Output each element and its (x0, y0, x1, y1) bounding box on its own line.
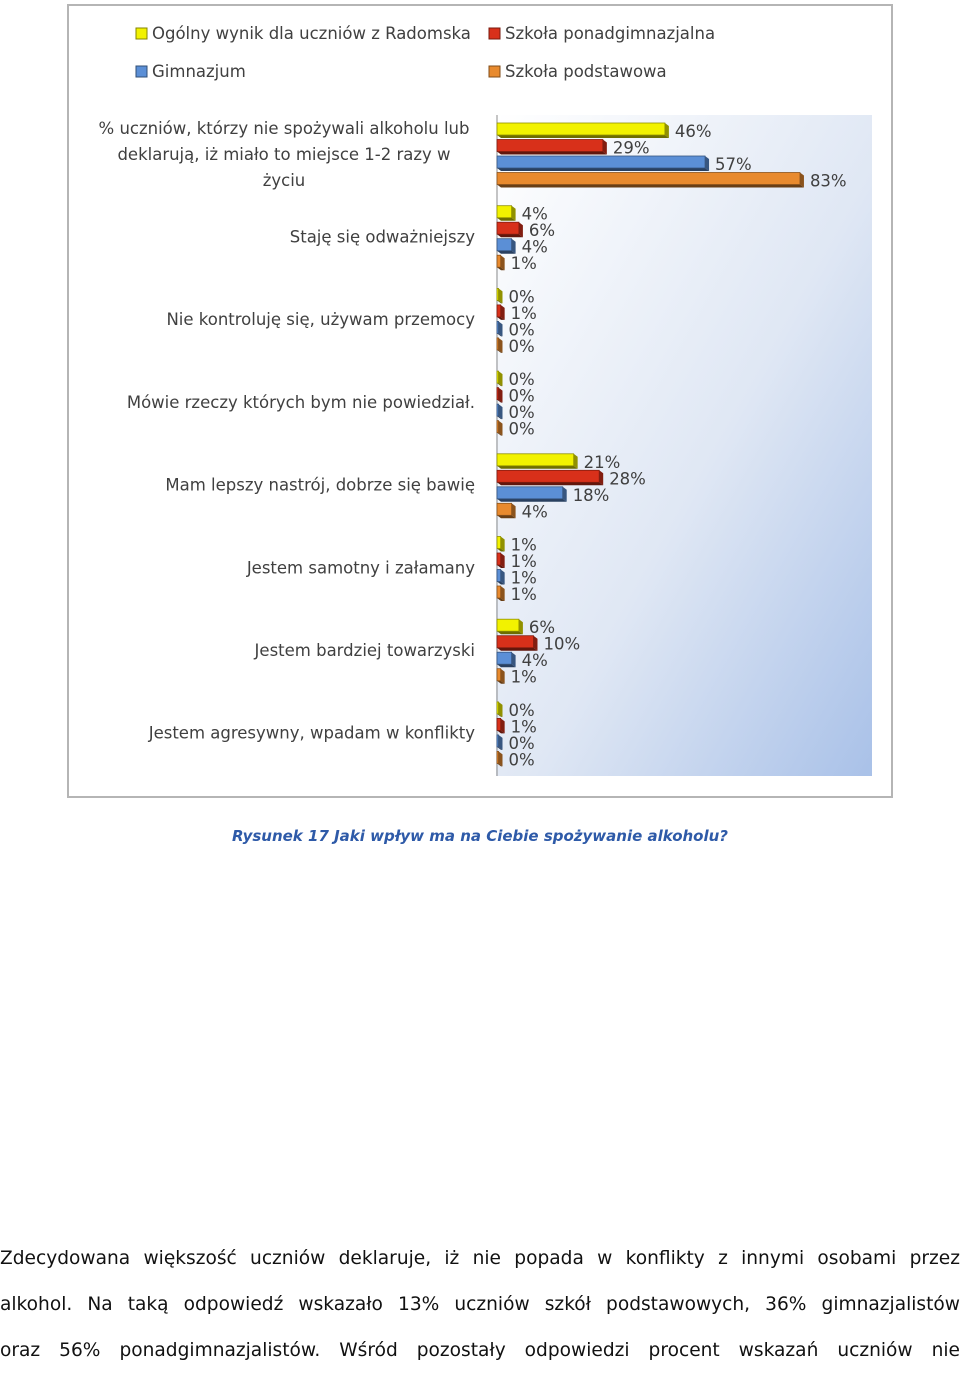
bar (497, 487, 563, 499)
bar (497, 156, 705, 168)
bar (497, 636, 534, 648)
bar (497, 718, 501, 730)
bar (497, 503, 512, 515)
legend-item (489, 24, 715, 43)
legend-label: Szkoła ponadgimnazjalna (505, 24, 716, 43)
legend-swatch (489, 66, 500, 77)
data-label: 1% (510, 254, 537, 274)
bar (497, 388, 499, 400)
bar (497, 702, 499, 714)
body-paragraph (0, 1236, 960, 1374)
data-label: 83% (809, 171, 847, 191)
bar (497, 619, 519, 631)
data-label: 1% (510, 667, 537, 687)
chart-frame (67, 4, 893, 798)
legend-swatch (489, 28, 500, 39)
category-label-line: % uczniów, którzy nie spożywali alkoholu lub (98, 118, 470, 138)
data-label: 0% (508, 733, 535, 753)
bar (497, 470, 599, 482)
data-label: 1% (510, 303, 537, 323)
bar (497, 305, 501, 317)
bar-shadow (497, 234, 523, 237)
bar (497, 206, 512, 218)
bar (497, 735, 499, 747)
category-label-line: życiu (262, 170, 306, 190)
bar (497, 338, 499, 350)
bar-shadow (497, 466, 578, 469)
legend-item (136, 62, 246, 81)
body-line: oraz 56% ponadgimnazjalistów. Wśród pozostały odpowiedzi procent wskazań uczniów nie (0, 1340, 960, 1361)
data-label: 1% (510, 717, 537, 737)
data-label: 18% (572, 485, 610, 505)
legend-item (489, 62, 667, 81)
data-label: 1% (510, 568, 537, 588)
category-label (127, 393, 475, 412)
data-label: 0% (508, 386, 535, 406)
bar (497, 371, 499, 383)
data-label: 0% (508, 750, 535, 770)
category-label (254, 641, 475, 660)
data-label: 1% (510, 552, 537, 571)
data-label: 0% (508, 700, 535, 720)
data-label: 21% (583, 452, 621, 472)
data-label: 0% (508, 287, 535, 307)
bar-shadow (497, 152, 607, 155)
data-label: 29% (612, 138, 650, 158)
category-label-line: Mam lepszy nastrój, dobrze się bawię (165, 475, 475, 495)
body-line: Zdecydowana większość uczniów deklaruje, iż nie popada w konflikty z innymi osobami przez (0, 1248, 960, 1269)
data-label: 6% (528, 618, 556, 638)
data-label: 0% (508, 370, 535, 390)
bar (497, 173, 800, 185)
legend-label: Ogólny wynik dla uczniów z Radomska (152, 24, 471, 43)
bar (497, 288, 499, 300)
data-label: 1% (510, 585, 537, 604)
figure-caption: Rysunek 17 Jaki wpływ ma na Ciebie spożywanie alkoholu? (231, 827, 729, 845)
category-label (165, 476, 475, 495)
bar (497, 669, 501, 681)
bar (497, 140, 603, 152)
data-label: 0% (508, 419, 535, 439)
legend-label: Szkoła podstawowa (505, 62, 667, 81)
bar (497, 537, 501, 549)
data-label: 4% (521, 237, 548, 257)
data-label: 4% (521, 204, 548, 224)
category-label (148, 724, 476, 743)
bar (497, 239, 512, 251)
bar (497, 321, 499, 333)
data-label: 0% (508, 403, 535, 423)
category-label (290, 227, 475, 246)
category-label-line: Jestem bardziej towarzyski (254, 640, 475, 660)
category-label-line: deklarują, iż miało to miejsce 1-2 razy w (117, 144, 451, 164)
bar (497, 222, 519, 234)
bar-shadow (497, 631, 523, 634)
data-label: 0% (508, 336, 535, 356)
bar (497, 751, 499, 763)
category-label (246, 558, 475, 577)
legend-label: Gimnazjum (152, 62, 246, 81)
data-label: 1% (510, 535, 537, 555)
data-label: 6% (528, 221, 556, 241)
category-label-line: Nie kontroluję się, używam przemocy (166, 310, 475, 330)
bar-chart (69, 6, 891, 796)
bar (497, 123, 665, 135)
legend-swatch (136, 66, 147, 77)
data-label: 4% (521, 502, 548, 522)
bar (497, 454, 574, 466)
legend-swatch (136, 28, 147, 39)
bar (497, 404, 499, 416)
body-line: alkohol. Na taką odpowiedź wskazało 13% uczniów szkół podstawowych, 36% gimnazjalistów (0, 1294, 960, 1315)
data-label: 57% (715, 155, 752, 174)
bar-shadow (497, 185, 804, 188)
category-label-line: Jestem agresywny, wpadam w konflikty (148, 723, 475, 743)
data-label: 4% (521, 651, 548, 671)
legend-item (136, 24, 471, 43)
bar-shadow (497, 168, 709, 171)
data-label: 28% (609, 469, 646, 489)
bar (497, 553, 501, 565)
data-label: 10% (543, 634, 581, 654)
category-label-line: Mówie rzeczy których bym nie powiedział. (126, 392, 475, 412)
bar (497, 570, 501, 582)
category-label-line: Jestem samotny i załamany (246, 558, 475, 578)
category-label (166, 310, 475, 329)
bar (497, 652, 512, 664)
category-label (99, 119, 470, 190)
bar (497, 255, 501, 267)
bar (497, 421, 499, 433)
bar (497, 586, 501, 598)
data-label: 0% (508, 320, 535, 340)
plot-background (496, 115, 872, 776)
data-label: 46% (674, 122, 712, 141)
category-label-line: Staję się odważniejszy (289, 227, 475, 247)
